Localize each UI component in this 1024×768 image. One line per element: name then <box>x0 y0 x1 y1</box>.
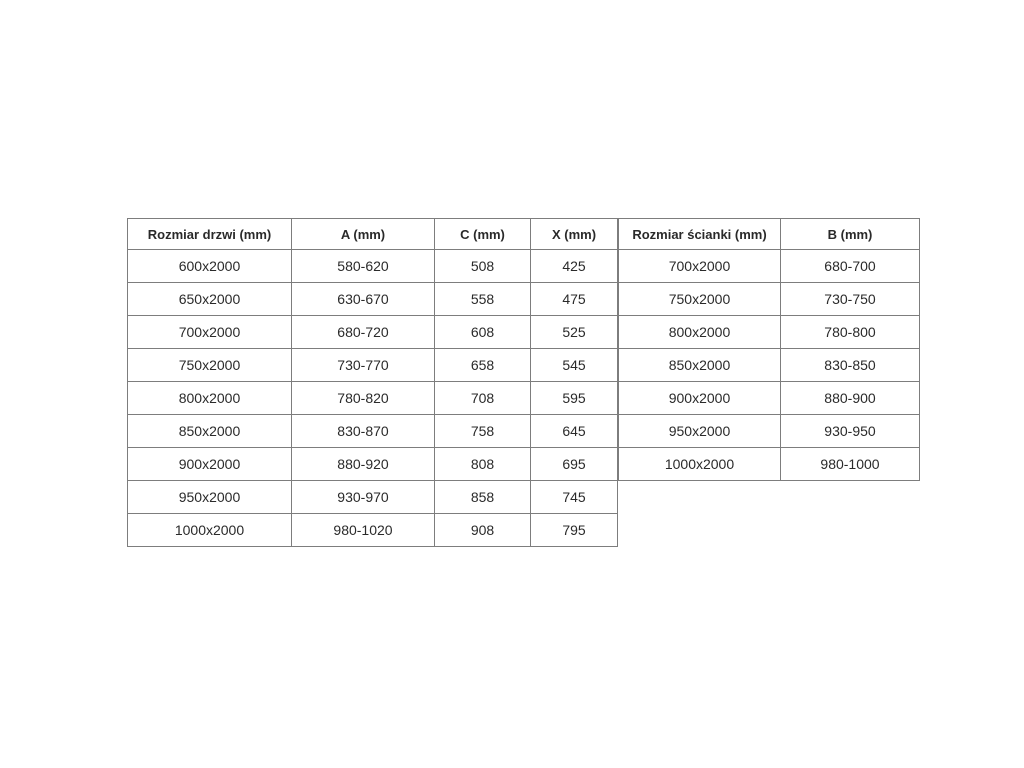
table-cell: 730-770 <box>292 349 435 382</box>
table-cell: 730-750 <box>781 283 920 316</box>
table-cell: 695 <box>531 448 618 481</box>
table-row <box>619 250 920 283</box>
header-row <box>128 219 618 250</box>
table-cell: 830-870 <box>292 415 435 448</box>
table-row <box>619 448 920 481</box>
table-cell: 980-1000 <box>781 448 920 481</box>
table-cell: 980-1020 <box>292 514 435 547</box>
table-cell: 900x2000 <box>128 448 292 481</box>
table-cell: 680-700 <box>781 250 920 283</box>
table-cell: 1000x2000 <box>619 448 781 481</box>
column-header: Rozmiar ścianki (mm) <box>619 219 781 250</box>
column-header: B (mm) <box>781 219 920 250</box>
table-row <box>619 382 920 415</box>
table-cell: 650x2000 <box>128 283 292 316</box>
table-cell: 630-670 <box>292 283 435 316</box>
table-cell: 645 <box>531 415 618 448</box>
table-cell: 950x2000 <box>128 481 292 514</box>
table-cell: 750x2000 <box>128 349 292 382</box>
table-cell: 880-920 <box>292 448 435 481</box>
table-cell: 780-800 <box>781 316 920 349</box>
table-cell: 758 <box>435 415 531 448</box>
table-cell: 750x2000 <box>619 283 781 316</box>
table-cell: 780-820 <box>292 382 435 415</box>
table-row <box>619 349 920 382</box>
table-row <box>128 316 618 349</box>
table-cell: 425 <box>531 250 618 283</box>
table-row <box>128 250 618 283</box>
table-cell: 830-850 <box>781 349 920 382</box>
table-row <box>128 448 618 481</box>
table-cell: 745 <box>531 481 618 514</box>
table-cell: 930-970 <box>292 481 435 514</box>
table-row <box>128 283 618 316</box>
table-cell: 858 <box>435 481 531 514</box>
column-header: Rozmiar drzwi (mm) <box>128 219 292 250</box>
column-header: A (mm) <box>292 219 435 250</box>
table-cell: 680-720 <box>292 316 435 349</box>
table-cell: 708 <box>435 382 531 415</box>
table-row <box>619 415 920 448</box>
header-row <box>619 219 920 250</box>
table-cell: 595 <box>531 382 618 415</box>
column-header: C (mm) <box>435 219 531 250</box>
table-cell: 1000x2000 <box>128 514 292 547</box>
table-cell: 700x2000 <box>619 250 781 283</box>
door-sizes-table <box>127 218 618 547</box>
table-cell: 475 <box>531 283 618 316</box>
table-cell: 950x2000 <box>619 415 781 448</box>
table-row <box>619 316 920 349</box>
table-cell: 580-620 <box>292 250 435 283</box>
table-cell: 800x2000 <box>128 382 292 415</box>
wall-sizes-table <box>618 218 920 481</box>
table-row <box>128 415 618 448</box>
table-row <box>128 514 618 547</box>
table-cell: 795 <box>531 514 618 547</box>
table-cell: 700x2000 <box>128 316 292 349</box>
table-cell: 850x2000 <box>128 415 292 448</box>
table-cell: 808 <box>435 448 531 481</box>
table-cell: 850x2000 <box>619 349 781 382</box>
table-cell: 608 <box>435 316 531 349</box>
table-cell: 900x2000 <box>619 382 781 415</box>
table-row <box>128 382 618 415</box>
table-cell: 658 <box>435 349 531 382</box>
table-cell: 600x2000 <box>128 250 292 283</box>
table-cell: 508 <box>435 250 531 283</box>
table-cell: 930-950 <box>781 415 920 448</box>
table-cell: 880-900 <box>781 382 920 415</box>
table-cell: 525 <box>531 316 618 349</box>
table-cell: 800x2000 <box>619 316 781 349</box>
table-row <box>128 349 618 382</box>
column-header: X (mm) <box>531 219 618 250</box>
table-row <box>619 283 920 316</box>
table-cell: 558 <box>435 283 531 316</box>
table-cell: 545 <box>531 349 618 382</box>
table-cell: 908 <box>435 514 531 547</box>
table-row <box>128 481 618 514</box>
